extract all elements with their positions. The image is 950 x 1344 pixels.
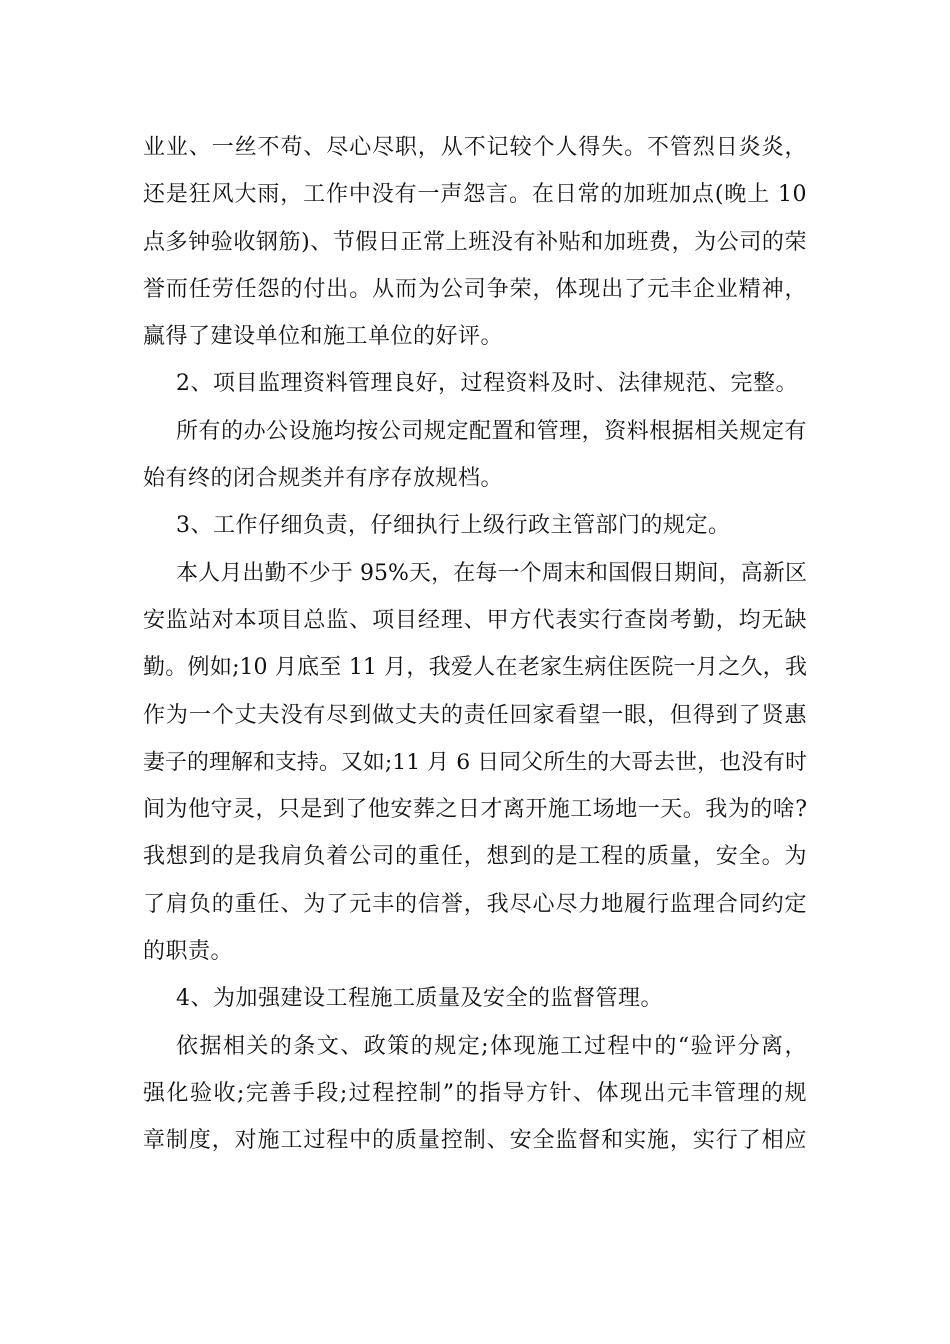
text-line: 勤。例如;10 月底至 11 月，我爱人在老家生病住医院一月之久，我 [143,655,807,681]
text-line: 誉而任劳任怨的付出。从而为公司争荣，体现出了元丰企业精神， [143,276,807,302]
text-line: 间为他守灵，只是到了他安葬之日才离开施工场地一天。我为的啥? [143,797,807,823]
document-body-text [143,124,807,1165]
text-line: 安监站对本项目总监、项目经理、甲方代表实行查岗考勤，均无缺 [143,607,807,633]
text-line: 我想到的是我肩负着公司的重任，想到的是工程的质量，安全。为 [143,844,807,870]
text-line: 点多钟验收钢筋)、节假日正常上班没有补贴和加班费，为公司的荣 [143,229,807,255]
text-line: 业业、一丝不苟、尽心尽职，从不记较个人得失。不管烈日炎炎， [143,135,807,160]
text-line: 还是狂风大雨，工作中没有一声怨言。在日常的加班加点(晚上 10 [143,182,807,208]
text-line: 了肩负的重任、为了元丰的信誉，我尽心尽力地履行监理合同约定 [143,891,807,917]
text-line: 始有终的闭合规类并有序存放规档。 [143,466,504,492]
text-line: 作为一个丈夫没有尽到做丈夫的责任回家看望一眼，但得到了贤惠 [143,702,807,728]
text-line: 依据相关的条文、政策的规定;体现施工过程中的“验评分离， [176,1033,807,1059]
text-line: 2、项目监理资料管理良好，过程资料及时、法律规范、完整。 [176,371,798,397]
text-line: 4、为加强建设工程施工质量及安全的监督管理。 [176,986,663,1012]
text-line: 强化验收;完善手段;过程控制”的指导方针、体现出元丰管理的规 [143,1080,807,1106]
text-line: 赢得了建设单位和施工单位的好评。 [143,324,504,350]
text-line: 章制度，对施工过程中的质量控制、安全监督和实施，实行了相应 [143,1128,807,1154]
text-line: 本人月出勤不少于 95%天，在每一个周末和国假日期间，高新区 [176,560,807,586]
text-line: 妻子的理解和支持。又如;11 月 6 日同父所生的大哥去世，也没有时 [143,749,807,775]
text-line: 的职责。 [143,939,234,965]
text-line: 3、工作仔细负责，仔细执行上级行政主管部门的规定。 [176,513,731,539]
text-line: 所有的办公设施均按公司规定配置和管理，资料根据相关规定有 [176,418,807,444]
